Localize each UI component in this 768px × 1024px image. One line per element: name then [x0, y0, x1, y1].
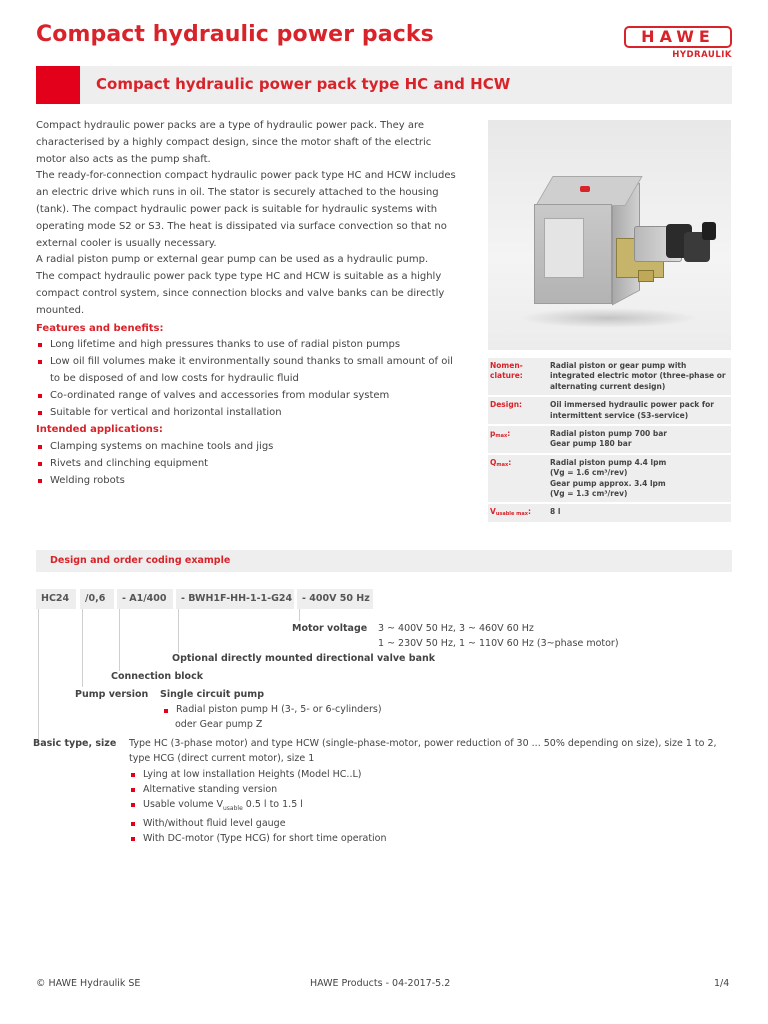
order-coding-heading: Design and order coding example	[50, 555, 231, 566]
list-item: With DC-motor (Type HCG) for short time operation	[129, 831, 387, 846]
basic-type-label: Basic type, size	[33, 738, 117, 749]
list-item: Low oil fill volumes make it environmentally sound thanks to small amount of oil to be disposed of and low costs for hydraulic fluid	[36, 354, 462, 388]
intro-paragraph-1: Compact hydraulic power packs are a type of hydraulic power pack. They are characterised by a highly compact design, since the motor shaft of the electric motor also acts as the pump shaft.	[36, 120, 432, 165]
list-item: Radial piston pump H (3-, 5- or 6-cylinders)	[162, 703, 382, 718]
code-segment: - A1/400	[117, 589, 173, 609]
spec-row-pmax: $p_{max}$: Radial piston pump 700 bar Gear pump 180 bar	[488, 426, 731, 453]
intro-paragraph-4: The compact hydraulic power pack type type HC and HCW is suitable as a highly compact control system, since connection blocks and valve banks can be directly mounted.	[36, 271, 445, 316]
spec-table	[488, 358, 731, 524]
code-segment: /0,6	[80, 589, 114, 609]
spec-row-qmax: $Q_{max}$: Radial piston pump 4.4 lpm (Vg = 1.6 cm³/rev) Gear pump approx. 3.4 lpm (Vg = 1.3 cm³/rev)	[488, 455, 731, 503]
section-title: Compact hydraulic power pack type HC and HCW	[96, 75, 511, 93]
product-photo	[488, 120, 731, 350]
list-item: Welding robots	[36, 473, 462, 490]
list-item: Usable volume $V_{usable}$ 0.5 l to 1.5 l	[129, 797, 387, 816]
list-item: Suitable for vertical and horizontal installation	[36, 405, 462, 422]
code-segment: - 400V 50 Hz	[297, 589, 373, 609]
footer-document-id: HAWE Products - 04-2017-5.2	[310, 978, 451, 989]
motor-voltage-values: 3 ~ 400V 50 Hz, 3 ~ 460V 60 Hz 1 ~ 230V 50 Hz, 1 ~ 110V 60 Hz (3~phase motor)	[378, 623, 619, 649]
list-item: Co-ordinated range of valves and accessories from modular system	[36, 388, 462, 405]
motor-voltage-label: Motor voltage	[292, 623, 368, 634]
intro-text	[36, 118, 462, 490]
pump-version-alt: oder Gear pump Z	[175, 719, 263, 730]
tree-line	[82, 609, 83, 687]
list-item: Lying at low installation Heights (Model HC..L)	[129, 767, 387, 782]
section-banner	[36, 66, 732, 104]
footer-copyright: © HAWE Hydraulik SE	[36, 978, 141, 989]
code-segment: - BWH1F-HH-1-1-G24	[176, 589, 294, 609]
logo-wordmark: HAWE	[624, 26, 732, 48]
nameplate	[544, 218, 584, 278]
list-item: Alternative standing version	[129, 782, 387, 797]
pump-version-label: Pump version	[75, 689, 149, 700]
tree-line	[38, 609, 39, 739]
banner-accent	[36, 66, 80, 104]
footer-page-number: 1/4	[714, 978, 730, 989]
list-item: Long lifetime and high pressures thanks to use of radial piston pumps	[36, 337, 462, 354]
pump-version-value: Single circuit pump	[160, 689, 265, 700]
connection-block-label: Connection block	[111, 671, 204, 682]
applications-heading: Intended applications:	[36, 424, 163, 436]
valve-bank-label: Optional directly mounted directional valve bank	[172, 653, 436, 664]
list-item: Rivets and clinching equipment	[36, 456, 462, 473]
hawe-logo	[624, 26, 732, 62]
features-heading: Features and benefits:	[36, 322, 164, 334]
intro-paragraph-2: The ready-for-connection compact hydraulic power pack type HC and HCW includes an electric drive which runs in oil. The stator is securely attached to the housing (tank). The compact hydraulic power pack is suitable for hydraulic systems with operating mode S2 or S3. The heat is dissipated via surface convection so that no external cooler is usually necessary.	[36, 170, 456, 249]
tree-line	[119, 609, 120, 671]
page-title: Compact hydraulic power packs	[36, 22, 434, 47]
features-list	[36, 337, 462, 421]
tree-line	[299, 609, 300, 621]
applications-list	[36, 439, 462, 489]
connector-plug	[702, 222, 716, 240]
logo-subtitle: HYDRAULIK	[672, 50, 732, 60]
basic-type-description: Type HC (3-phase motor) and type HCW (single-phase-motor, power reduction of 30 ... 50% depending on size), size 1 to 2, type HCG (direct current motor), size 1	[129, 738, 717, 764]
list-item: With/without fluid level gauge	[129, 816, 387, 831]
spec-row-volume: $V_{usable max}$: 8 l	[488, 504, 731, 521]
tree-line	[178, 609, 179, 653]
list-item: Clamping systems on machine tools and jigs	[36, 439, 462, 456]
spec-row-design: Design: Oil immersed hydraulic power pack for intermittent service (S3-service)	[488, 397, 731, 424]
spec-row-nomenclature: Nomen-clature: Radial piston or gear pump with integrated electric motor (three-phase or alternating current design)	[488, 358, 731, 395]
pump-version-list	[162, 703, 382, 718]
basic-type-list	[129, 767, 387, 846]
code-segment: HC24	[36, 589, 76, 609]
order-coding-banner	[36, 550, 732, 572]
intro-paragraph-3: A radial piston pump or external gear pump can be used as a hydraulic pump.	[36, 254, 429, 266]
